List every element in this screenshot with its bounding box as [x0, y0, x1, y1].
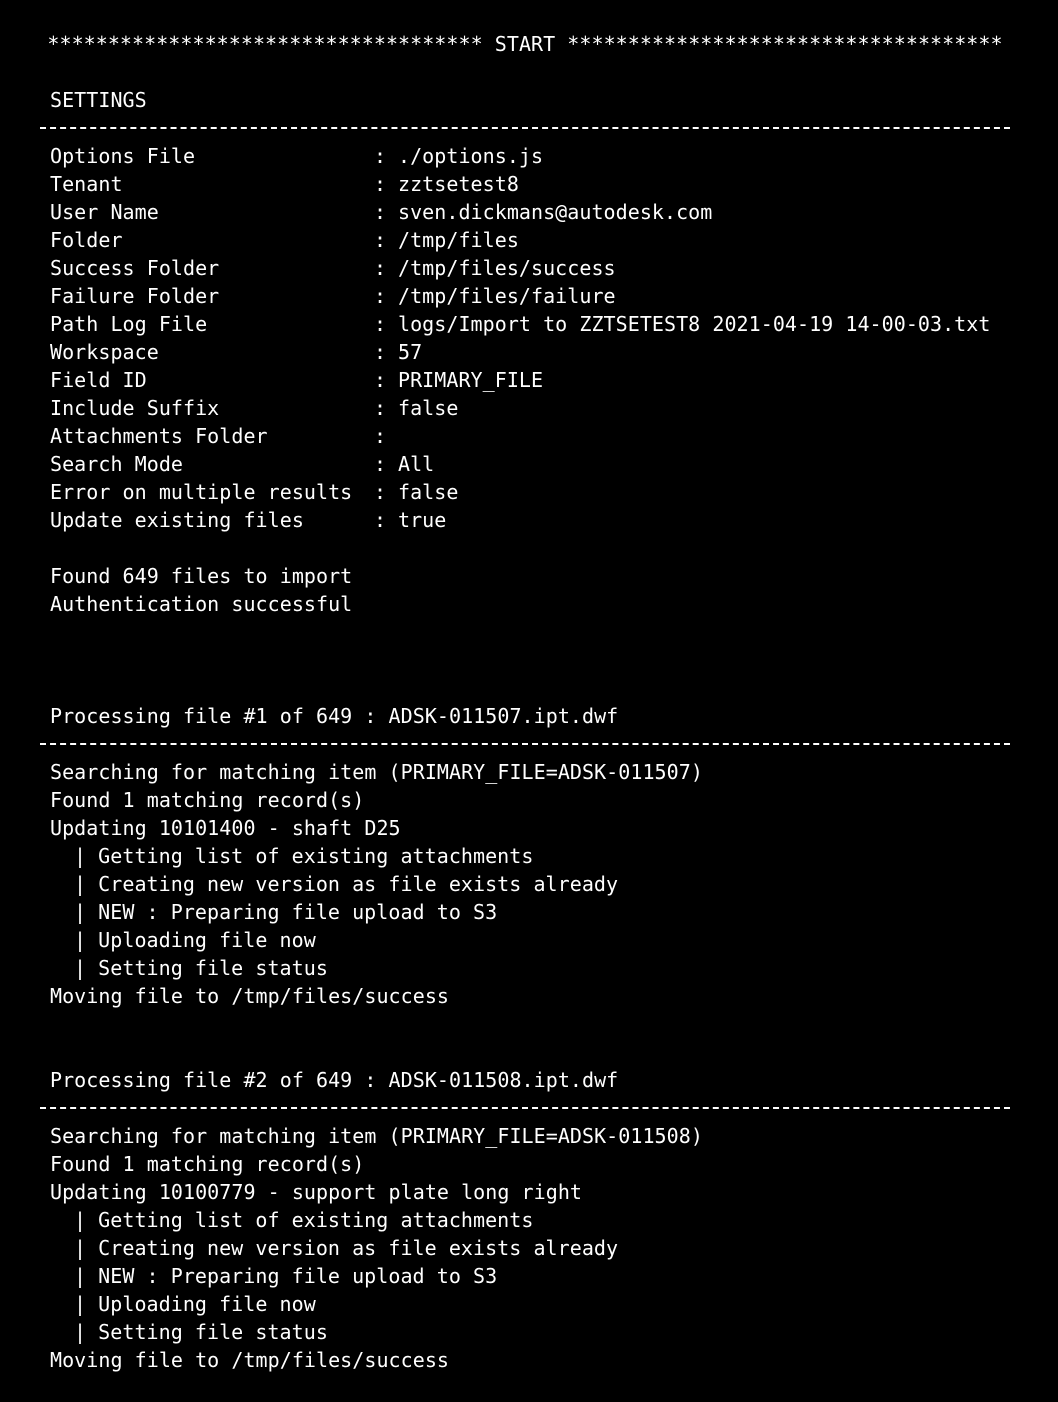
setting-row: [40, 394, 1010, 422]
setting-separator: :: [374, 284, 387, 308]
settings-table: [40, 142, 1010, 534]
setting-value: false: [398, 396, 459, 420]
setting-separator: :: [374, 480, 387, 504]
setting-separator: :: [374, 312, 387, 336]
setting-value: PRIMARY_FILE: [398, 368, 544, 392]
setting-separator: :: [374, 396, 387, 420]
step-line: | Getting list of existing attachments: [74, 1208, 534, 1232]
settings-heading: SETTINGS: [50, 88, 147, 112]
setting-row: [40, 422, 1010, 450]
setting-value: logs/Import to ZZTSETEST8 2021-04-19 14-00-03.txt: [398, 312, 991, 336]
step-line: | Getting list of existing attachments: [74, 844, 534, 868]
setting-key: Error on multiple results: [50, 480, 353, 504]
setting-key: Folder: [50, 228, 123, 252]
search-message: Searching for matching item (PRIMARY_FILE=ADSK-011508): [50, 1124, 703, 1148]
setting-row: [40, 310, 1010, 338]
separator-line: [40, 114, 1010, 142]
setting-value: 57: [398, 340, 423, 364]
setting-row: [40, 198, 1010, 226]
setting-row: [40, 366, 1010, 394]
files-found-message: Found 649 files to import: [50, 564, 353, 588]
setting-key: Options File: [50, 144, 196, 168]
setting-row: [40, 506, 1010, 534]
setting-value: ./options.js: [398, 144, 544, 168]
setting-value: false: [398, 480, 459, 504]
setting-separator: :: [374, 172, 387, 196]
step-line: | Setting file status: [74, 1320, 328, 1344]
setting-key: Update existing files: [50, 508, 304, 532]
setting-key: Failure Folder: [50, 284, 220, 308]
setting-key: Search Mode: [50, 452, 184, 476]
setting-key: Field ID: [50, 368, 147, 392]
setting-value: /tmp/files/failure: [398, 284, 616, 308]
setting-separator: :: [374, 144, 387, 168]
move-message: Moving file to /tmp/files/success: [50, 1348, 450, 1372]
step-line: | Creating new version as file exists already: [74, 1236, 619, 1260]
separator-line: [40, 1094, 1010, 1122]
step-line: | Uploading file now: [74, 1292, 316, 1316]
setting-value: zztsetest8: [398, 172, 519, 196]
setting-separator: :: [374, 200, 387, 224]
setting-key: Path Log File: [50, 312, 208, 336]
update-message: Updating 10101400 - shaft D25: [50, 816, 401, 840]
setting-key: Attachments Folder: [50, 424, 268, 448]
start-banner: ************************************ START ************************************: [47, 32, 1003, 56]
setting-separator: :: [374, 340, 387, 364]
setting-separator: :: [374, 228, 387, 252]
setting-separator: :: [374, 452, 387, 476]
setting-key: Tenant: [50, 172, 123, 196]
search-message: Searching for matching item (PRIMARY_FILE=ADSK-011507): [50, 760, 703, 784]
setting-row: [40, 478, 1010, 506]
step-line: | Setting file status: [74, 956, 328, 980]
move-message: Moving file to /tmp/files/success: [50, 984, 450, 1008]
file-block: [40, 702, 1010, 1010]
separator-line: [40, 730, 1010, 758]
setting-row: [40, 338, 1010, 366]
setting-key: User Name: [50, 200, 159, 224]
setting-key: Include Suffix: [50, 396, 220, 420]
setting-value: sven.dickmans@autodesk.com: [398, 200, 713, 224]
setting-row: [40, 450, 1010, 478]
update-message: Updating 10100779 - support plate long right: [50, 1180, 583, 1204]
setting-row: [40, 282, 1010, 310]
file-header: Processing file #2 of 649 : ADSK-011508.ipt.dwf: [50, 1068, 619, 1092]
setting-row: [40, 142, 1010, 170]
setting-value: /tmp/files: [398, 228, 519, 252]
file-block: [40, 1066, 1010, 1374]
setting-separator: :: [374, 508, 387, 532]
setting-row: [40, 170, 1010, 198]
step-line: | NEW : Preparing file upload to S3: [74, 1264, 498, 1288]
step-line: | NEW : Preparing file upload to S3: [74, 900, 498, 924]
setting-key: Workspace: [50, 340, 159, 364]
setting-key: Success Folder: [50, 256, 220, 280]
file-header: Processing file #1 of 649 : ADSK-011507.ipt.dwf: [50, 704, 619, 728]
match-message: Found 1 matching record(s): [50, 1152, 365, 1176]
setting-row: [40, 226, 1010, 254]
setting-value: [398, 422, 1010, 450]
authentication-message: Authentication successful: [50, 592, 353, 616]
setting-value: All: [398, 452, 435, 476]
setting-separator: :: [374, 368, 387, 392]
match-message: Found 1 matching record(s): [50, 788, 365, 812]
setting-value: /tmp/files/success: [398, 256, 616, 280]
terminal-output: [40, 30, 1010, 1374]
setting-separator: :: [374, 424, 387, 448]
step-line: | Creating new version as file exists already: [74, 872, 619, 896]
step-line: | Uploading file now: [74, 928, 316, 952]
setting-value: true: [398, 508, 447, 532]
setting-row: [40, 254, 1010, 282]
setting-separator: :: [374, 256, 387, 280]
